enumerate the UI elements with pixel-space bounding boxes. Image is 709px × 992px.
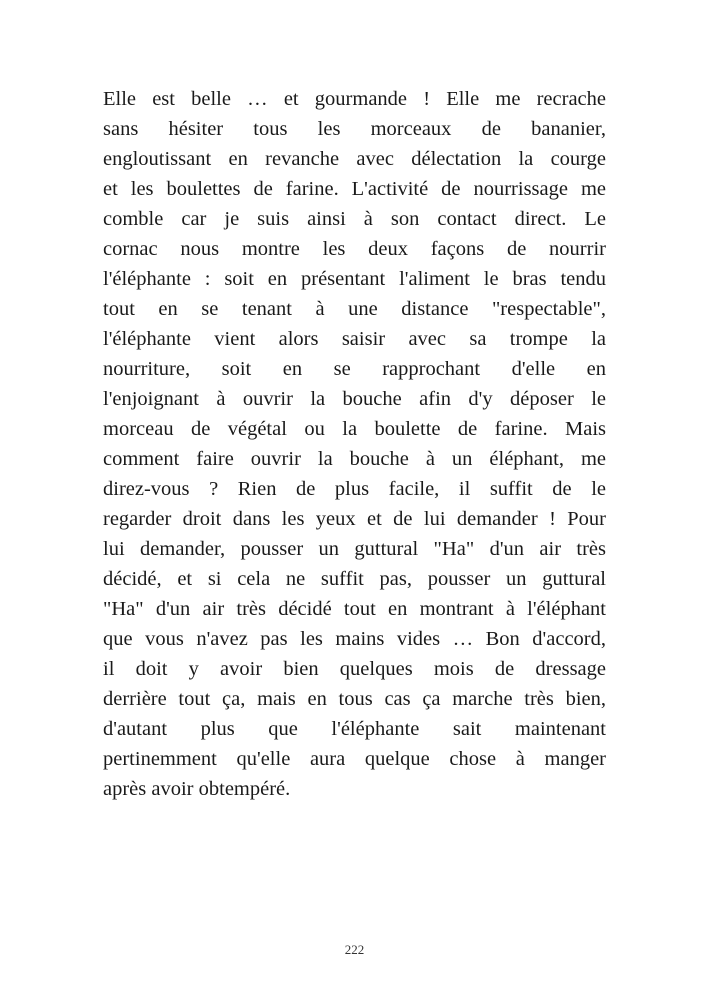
- text-line: que vous n'avez pas les mains vides … Bon d'accord,: [103, 628, 606, 650]
- page-number: 222: [344, 942, 365, 957]
- text-line: "Ha" d'un air très décidé tout en montrant à l'éléphant: [103, 598, 606, 620]
- text-line: l'enjoignant à ouvrir la bouche afin d'y déposer le: [103, 388, 606, 410]
- text-line: regarder droit dans les yeux et de lui demander ! Pour: [103, 508, 606, 530]
- text-line-last: après avoir obtempéré.: [103, 778, 291, 800]
- text-line: il doit y avoir bien quelques mois de dressage: [103, 658, 606, 680]
- text-line: morceau de végétal ou la boulette de farine. Mais: [103, 418, 606, 440]
- text-line: d'autant plus que l'éléphante sait maintenant: [103, 718, 606, 740]
- text-line: et les boulettes de farine. L'activité de nourrissage me: [103, 178, 606, 200]
- text-line: derrière tout ça, mais en tous cas ça marche très bien,: [103, 688, 606, 710]
- text-line: décidé, et si cela ne suffit pas, pousser un guttural: [103, 568, 606, 590]
- text-line: cornac nous montre les deux façons de nourrir: [103, 238, 606, 260]
- text-line: sans hésiter tous les morceaux de bananier,: [103, 118, 606, 140]
- text-line: tout en se tenant à une distance "respectable",: [103, 298, 606, 320]
- text-line: direz-vous ? Rien de plus facile, il suffit de le: [103, 478, 606, 500]
- text-line: lui demander, pousser un guttural "Ha" d'un air très: [103, 538, 606, 560]
- text-line: nourriture, soit en se rapprochant d'elle en: [103, 358, 606, 380]
- text-line: l'éléphante vient alors saisir avec sa trompe la: [103, 328, 606, 350]
- text-line: engloutissant en revanche avec délectation la courge: [103, 148, 606, 170]
- text-line: comment faire ouvrir la bouche à un éléphant, me: [103, 448, 606, 470]
- text-line: l'éléphante : soit en présentant l'aliment le bras tendu: [103, 268, 606, 290]
- body-paragraph: [103, 84, 606, 804]
- text-line: comble car je suis ainsi à son contact direct. Le: [103, 208, 606, 230]
- text-line: pertinemment qu'elle aura quelque chose à manger: [103, 748, 606, 770]
- text-line: Elle est belle … et gourmande ! Elle me recrache: [103, 88, 606, 110]
